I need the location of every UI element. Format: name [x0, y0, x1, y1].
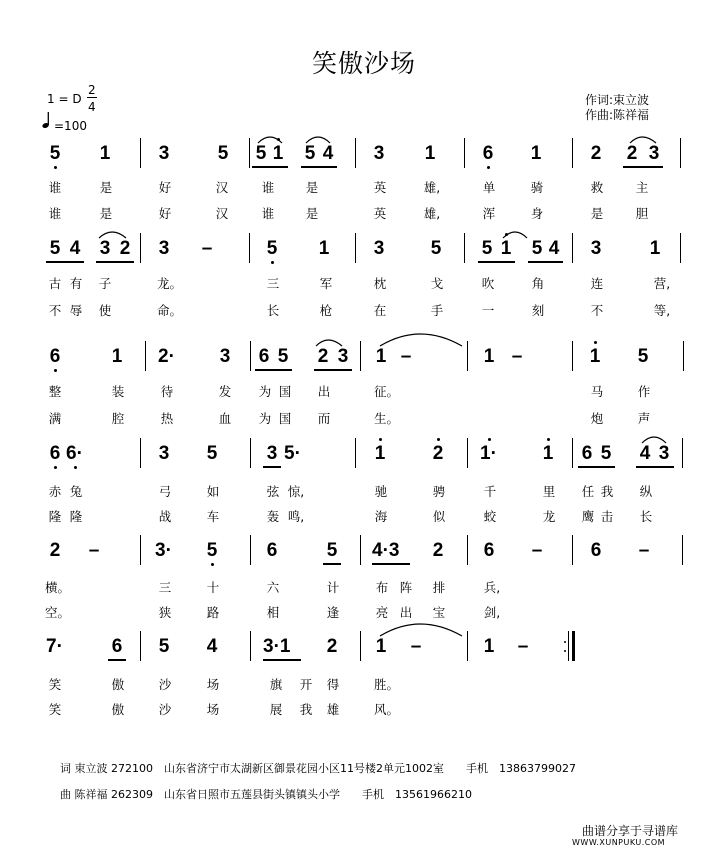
note: 5	[277, 346, 289, 367]
lyric: 为	[258, 411, 272, 426]
note: 3	[373, 238, 385, 259]
lyric: 在	[373, 303, 387, 318]
note: 3	[158, 443, 170, 464]
lyric: 谁	[261, 206, 275, 221]
lyric: 似	[432, 509, 446, 524]
lyric: 战	[158, 509, 172, 524]
lyricist-credit: 作词:束立波	[585, 93, 650, 107]
note: 5	[217, 143, 229, 164]
note: 7·	[46, 636, 63, 657]
note: 1	[649, 238, 661, 259]
note: 3	[158, 238, 170, 259]
lyric: 击	[600, 509, 614, 524]
note: 5	[600, 443, 612, 464]
lyric: 国	[278, 384, 292, 399]
lyric: 装	[111, 384, 125, 399]
lyric: 作	[637, 384, 651, 399]
note: 5	[158, 636, 170, 657]
note: 1·	[480, 443, 497, 464]
note: 6	[49, 443, 61, 464]
lyric: 笑	[48, 702, 62, 717]
note: 6	[590, 540, 602, 561]
lyric: 一	[481, 303, 495, 318]
note: 6·	[66, 443, 83, 464]
lyric: 傲	[111, 677, 125, 692]
note: 1	[542, 443, 554, 464]
lyric: 军	[319, 276, 333, 291]
note: 5	[481, 238, 493, 259]
note: –	[638, 540, 650, 561]
note: 2	[626, 143, 638, 164]
lyric: 吹	[481, 276, 495, 291]
note: 2	[590, 143, 602, 164]
note: 1	[374, 443, 386, 464]
lyric: 排	[432, 580, 446, 595]
time-signature-bottom: 4	[88, 100, 96, 114]
lyric: 剑,	[483, 605, 501, 620]
lyric: 声	[637, 411, 651, 426]
lyric: 展	[269, 702, 283, 717]
lyric: 横。	[45, 580, 71, 595]
note: 4	[322, 143, 334, 164]
lyric: 等,	[653, 303, 671, 318]
lyric: 骋	[432, 484, 446, 499]
page-title: 笑傲沙场	[311, 49, 416, 78]
lyric: 命。	[157, 303, 183, 318]
lyric: 救	[590, 180, 604, 195]
lyric: 雄	[326, 702, 340, 717]
lyric: 鹰	[581, 509, 595, 524]
lyric: 傲	[111, 702, 125, 717]
note: 3	[648, 143, 660, 164]
lyric: 长	[639, 509, 653, 524]
lyric: 车	[206, 509, 220, 524]
lyric: 古	[48, 276, 62, 291]
lyric: 阵	[399, 580, 413, 595]
note: 1	[99, 143, 111, 164]
note: 5	[637, 346, 649, 367]
note: –	[88, 540, 100, 561]
note: 4	[639, 443, 651, 464]
lyric: 是	[305, 180, 319, 195]
lyric: 纵	[639, 484, 653, 499]
lyric: 戈	[430, 276, 444, 291]
lyric: 千	[483, 484, 497, 499]
lyric: 热	[160, 411, 174, 426]
note: 5	[531, 238, 543, 259]
note: 2	[432, 540, 444, 561]
lyric: 笑	[48, 677, 62, 692]
lyric: 里	[542, 484, 556, 499]
lyric: 浑	[482, 206, 496, 221]
note: 4·3	[372, 540, 400, 561]
lyric: 谁	[48, 206, 62, 221]
note: 5	[49, 143, 61, 164]
lyric: 连	[590, 276, 604, 291]
lyric: 发	[218, 384, 232, 399]
lyric: 赤	[48, 484, 62, 499]
lyric: 狭	[158, 605, 172, 620]
lyric: 十	[206, 580, 220, 595]
note: 1	[272, 143, 284, 164]
lyric: 相	[266, 605, 280, 620]
lyric: 场	[206, 702, 220, 717]
lyric: 我	[299, 702, 313, 717]
note: 1	[111, 346, 123, 367]
lyric: 待	[160, 384, 174, 399]
lyric: 英	[373, 180, 387, 195]
lyric: 汉	[215, 180, 229, 195]
lyric: 隆	[48, 509, 62, 524]
note: 1	[375, 346, 387, 367]
lyric: 兵,	[483, 580, 501, 595]
lyric: 如	[206, 484, 220, 499]
key-signature: 1 = D	[47, 92, 82, 106]
lyric: 是	[99, 206, 113, 221]
note: 5	[430, 238, 442, 259]
lyric: 谁	[48, 180, 62, 195]
note: 1	[424, 143, 436, 164]
lyric: 开	[299, 677, 313, 692]
note: 6	[483, 540, 495, 561]
note: 6	[111, 636, 123, 657]
note: 3	[266, 443, 278, 464]
lyric: 角	[531, 276, 545, 291]
lyric: 布	[375, 580, 389, 595]
lyric: 谁	[261, 180, 275, 195]
lyric: 龙	[542, 509, 556, 524]
lyric: 使	[98, 303, 112, 318]
note: 2	[119, 238, 131, 259]
note: 1	[483, 346, 495, 367]
note: 5	[206, 540, 218, 561]
note: 2	[326, 636, 338, 657]
note: 3·	[155, 540, 172, 561]
note: 3	[99, 238, 111, 259]
lyric: 整	[48, 384, 62, 399]
note: 6	[266, 540, 278, 561]
lyric: 辱	[69, 303, 83, 318]
note: 5	[49, 238, 61, 259]
note: 3	[337, 346, 349, 367]
lyric: 蛟	[483, 509, 497, 524]
lyric: 长	[266, 303, 280, 318]
note: 4	[69, 238, 81, 259]
note: 3	[158, 143, 170, 164]
lyric: 旗	[269, 677, 283, 692]
note: 5	[304, 143, 316, 164]
note: 2	[317, 346, 329, 367]
note: 3·1	[263, 636, 291, 657]
note: 2	[432, 443, 444, 464]
lyric: 场	[206, 677, 220, 692]
lyric: 汉	[215, 206, 229, 221]
note: 1	[375, 636, 387, 657]
composer-contact: 曲 陈祥福 262309 山东省日照市五莲县街头镇镇头小学 手机 13561966210	[60, 788, 472, 801]
footer-site-name: 曲谱分享于寻谱库	[582, 824, 679, 838]
note: 5	[266, 238, 278, 259]
note: 3	[658, 443, 670, 464]
lyric: 刻	[531, 303, 545, 318]
note: 3	[373, 143, 385, 164]
time-signature-top: 2	[88, 83, 96, 97]
lyric: 枕	[373, 276, 387, 291]
note: 5	[206, 443, 218, 464]
lyric: 是	[590, 206, 604, 221]
lyric: 雄,	[423, 180, 441, 195]
note: 6	[482, 143, 494, 164]
lyric: 风。	[374, 702, 400, 717]
composer-credit: 作曲:陈祥福	[585, 108, 650, 122]
lyric: 子	[98, 276, 112, 291]
note: 1	[318, 238, 330, 259]
lyric: 得	[326, 677, 340, 692]
note: 1	[530, 143, 542, 164]
lyric: 骑	[530, 180, 544, 195]
note: 6	[581, 443, 593, 464]
lyric: 是	[99, 180, 113, 195]
note: 1	[483, 636, 495, 657]
lyric: 逢	[326, 605, 340, 620]
lyric: 国	[278, 411, 292, 426]
lyric: 轰	[266, 509, 280, 524]
lyric: 弦	[266, 484, 280, 499]
lyric: 有	[69, 276, 83, 291]
footer-url: WWW.XUNPUKU.COM	[572, 838, 666, 847]
note: –	[201, 238, 213, 259]
lyric: 炮	[590, 411, 604, 426]
lyric: 六	[266, 580, 280, 595]
lyric: 我	[600, 484, 614, 499]
lyric: 胜。	[374, 677, 400, 692]
note: –	[517, 636, 529, 657]
lyric: 弓	[158, 484, 172, 499]
lyric: 不	[48, 303, 62, 318]
lyric: 生。	[374, 411, 400, 426]
note: 2	[49, 540, 61, 561]
lyric: 营,	[653, 276, 671, 291]
lyric: 惊,	[287, 484, 305, 499]
lyric: 好	[158, 206, 172, 221]
note: –	[511, 346, 523, 367]
lyric: 雄,	[423, 206, 441, 221]
lyric: 龙。	[157, 276, 183, 291]
lyric: 出	[317, 384, 331, 399]
lyric: 沙	[158, 702, 172, 717]
lyric: 征。	[374, 384, 400, 399]
lyric: 枪	[319, 303, 333, 318]
note: –	[531, 540, 543, 561]
lyricist-contact: 词 束立波 272100 山东省济宁市太湖新区御景花园小区11号楼2单元1002室 手机 13863799027	[60, 762, 576, 775]
lyric: 好	[158, 180, 172, 195]
lyric: 路	[206, 605, 220, 620]
tempo: =100	[54, 119, 87, 133]
lyric: 空。	[45, 605, 71, 620]
note: 3	[590, 238, 602, 259]
note: 5	[255, 143, 267, 164]
note: 3	[219, 346, 231, 367]
lyric: 胆	[635, 206, 649, 221]
lyric: 满	[48, 411, 62, 426]
lyric: 单	[482, 180, 496, 195]
note: 2·	[158, 346, 175, 367]
lyric: 驰	[374, 484, 388, 499]
note: 5	[326, 540, 338, 561]
lyric: 血	[218, 411, 232, 426]
lyric: 手	[430, 303, 444, 318]
note: 1	[500, 238, 512, 259]
lyric: 隆	[69, 509, 83, 524]
lyric: 三	[266, 276, 280, 291]
lyric: 任	[581, 484, 595, 499]
note: 5·	[284, 443, 301, 464]
lyric: 身	[530, 206, 544, 221]
lyric: 马	[590, 384, 604, 399]
lyric: 三	[158, 580, 172, 595]
lyric: 腔	[111, 411, 125, 426]
lyric: 宝	[432, 605, 446, 620]
note: 4	[548, 238, 560, 259]
lyric: 出	[399, 605, 413, 620]
lyric: 计	[326, 580, 340, 595]
note: –	[410, 636, 422, 657]
lyric: 主	[635, 180, 649, 195]
lyric: 是	[305, 206, 319, 221]
note: –	[400, 346, 412, 367]
lyric: 鸣,	[287, 509, 305, 524]
lyric: 而	[317, 411, 331, 426]
lyric: 兔	[69, 484, 83, 499]
lyric: 为	[258, 384, 272, 399]
lyric: 沙	[158, 677, 172, 692]
note: 4	[206, 636, 218, 657]
lyric: 不	[590, 303, 604, 318]
note: 6	[49, 346, 61, 367]
note: 1	[589, 346, 601, 367]
lyric: 英	[373, 206, 387, 221]
lyric: 亮	[375, 605, 389, 620]
note: 6	[258, 346, 270, 367]
lyric: 海	[374, 509, 388, 524]
